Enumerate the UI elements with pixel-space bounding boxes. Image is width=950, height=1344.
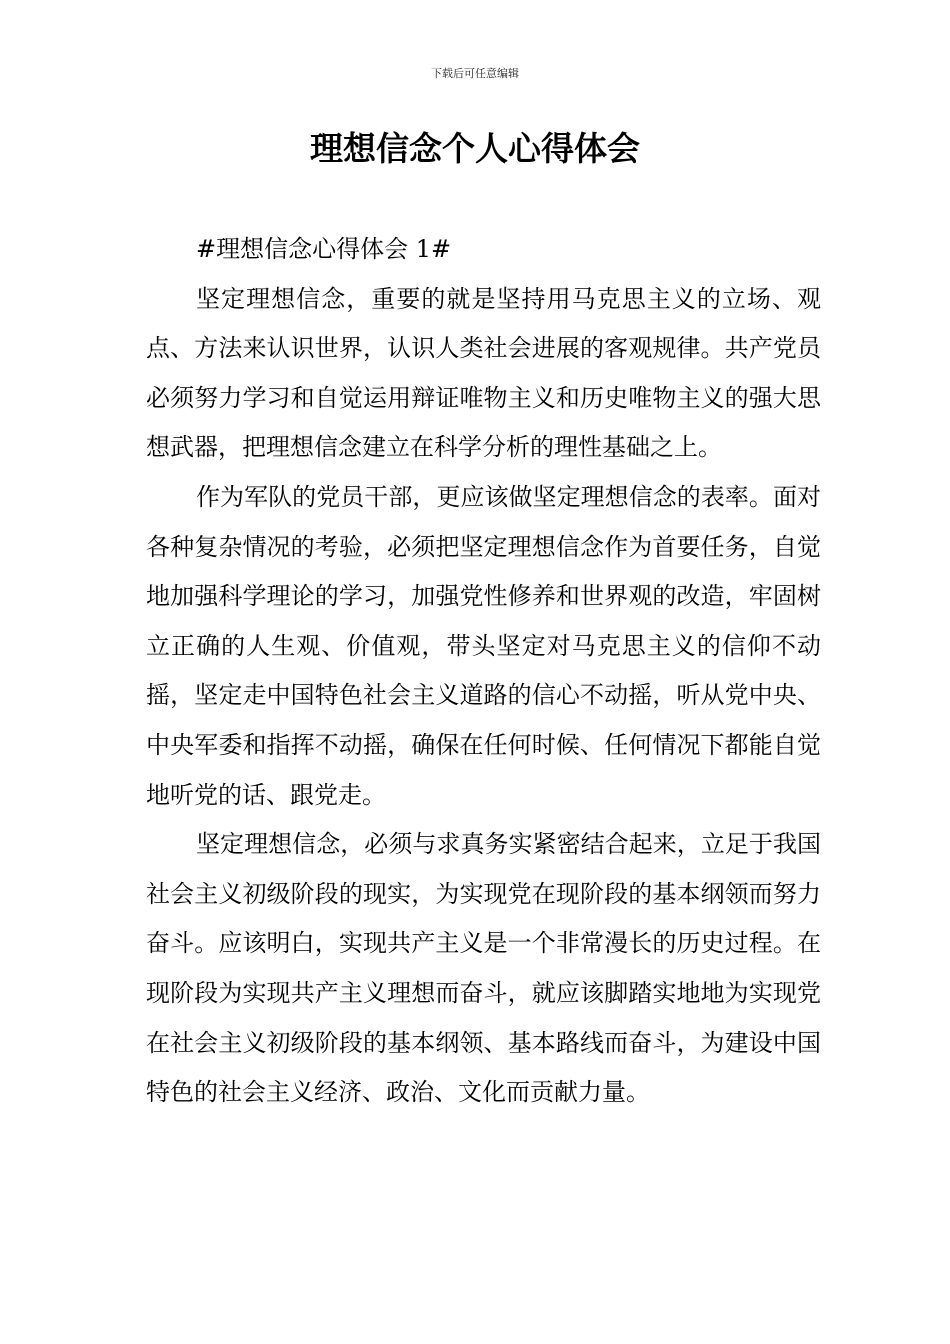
section-heading: #理想信念心得体会 1# bbox=[196, 235, 452, 263]
paragraph-1: 坚定理想信念，重要的就是坚持用马克思主义的立场、观点、方法来认识世界，认识人类社会进展的客观规律。共产党员必须努力学习和自觉运用辩证唯物主义和历史唯物主义的强大思想武器，把理想信念建立在科学分析的理性基础之上。 bbox=[146, 284, 821, 462]
header-note: 下载后可任意编辑 bbox=[431, 67, 519, 80]
paragraph-2: 作为军队的党员干部，更应该做坚定理想信念的表率。面对各种复杂情况的考验，必须把坚定理想信念作为首要任务，自觉地加强科学理论的学习，加强党性修养和世界观的改造，牢固树立正确的人生观、价值观，带头坚定对马克思主义的信仰不动摇，坚定走中国特色社会主义道路的信心不动摇，听从党中央、中央军委和指挥不动摇，确保在任何时候、任何情况下都能自觉地听党的话、跟党走。 bbox=[146, 482, 821, 809]
document-title: 理想信念个人心得体会 bbox=[310, 129, 640, 168]
paragraph-3: 坚定理想信念，必须与求真务实紧密结合起来，立足于我国社会主义初级阶段的现实，为实现党在现阶段的基本纲领而努力奋斗。应该明白，实现共产主义是一个非常漫长的历史过程。在现阶段为实现共产主义理想而奋斗，就应该脚踏实地地为实现党在社会主义初级阶段的基本纲领、基本路线而奋斗，为建设中国特色的社会主义经济、政治、文化而贡献力量。 bbox=[146, 830, 821, 1107]
document-body bbox=[146, 225, 821, 1118]
